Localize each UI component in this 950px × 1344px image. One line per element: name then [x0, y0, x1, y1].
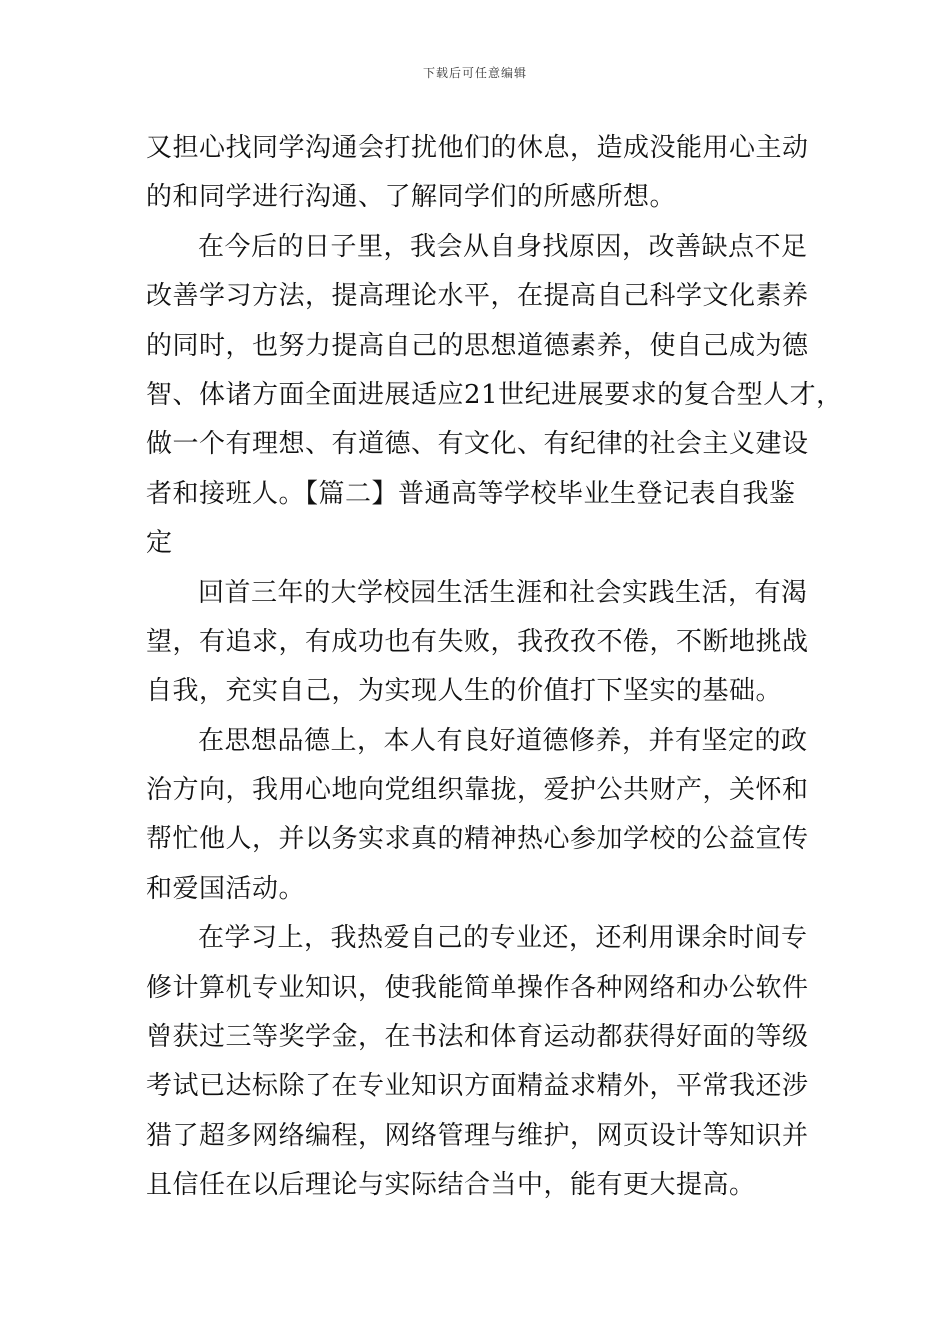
text-line: 在思想品德上，本人有良好道德修养，并有坚定的政	[198, 725, 808, 756]
text-line: 定	[146, 528, 173, 559]
text-line: 者和接班人。【篇二】普通高等学校毕业生登记表自我鉴	[146, 478, 796, 509]
text-line: 在学习上，我热爱自己的专业还，还利用课余时间专	[198, 923, 808, 954]
text-line: 又担心找同学沟通会打扰他们的休息，造成没能用心主动	[146, 133, 809, 163]
text-line: 的和同学进行沟通、了解同学们的所感所想。	[146, 182, 677, 213]
document-body	[146, 124, 843, 1211]
text-line: 修计算机专业知识，使我能简单操作各种网络和办公软件	[146, 972, 809, 1003]
text-line: 和爱国活动。	[146, 873, 306, 904]
text-line: 帮忙他人，并以务实求真的精神热心参加学校的公益宣传	[146, 824, 809, 855]
text-line: 望，有追求，有成功也有失败，我孜孜不倦，不断地挑战	[146, 626, 809, 657]
text-line: 且信任在以后理论与实际结合当中，能有更大提高。	[146, 1170, 756, 1201]
text-line: 考试已达标除了在专业知识方面精益求精外，平常我还涉	[146, 1071, 809, 1102]
text-line: 在今后的日子里，我会从自身找原因，改善缺点不足	[198, 231, 808, 262]
text-line: 曾获过三等奖学金，在书法和体育运动都获得好面的等级	[146, 1022, 809, 1053]
text-line: 自我，充实自己，为实现人生的价值打下坚实的基础。	[146, 676, 783, 707]
text-line: 猎了超多网络编程，网络管理与维护，网页设计等知识并	[146, 1120, 809, 1151]
text-line: 回首三年的大学校园生活生涯和社会实践生活，有渴	[198, 577, 808, 608]
text-line: 治方向，我用心地向党组织靠拢，爱护公共财产，关怀和	[146, 775, 809, 806]
text-line: 做一个有理想、有道德、有文化、有纪律的社会主义建设	[146, 429, 809, 460]
text-line: 改善学习方法，提高理论水平，在提高自己科学文化素养	[146, 281, 809, 312]
text-line: 智、体诸方面全面进展适应21世纪进展要求的复合型人才，	[146, 379, 843, 410]
text-line: 的同时，也努力提高自己的思想道德素养，使自己成为德	[146, 330, 809, 361]
page-header: 下载后可任意编辑	[422, 66, 527, 80]
